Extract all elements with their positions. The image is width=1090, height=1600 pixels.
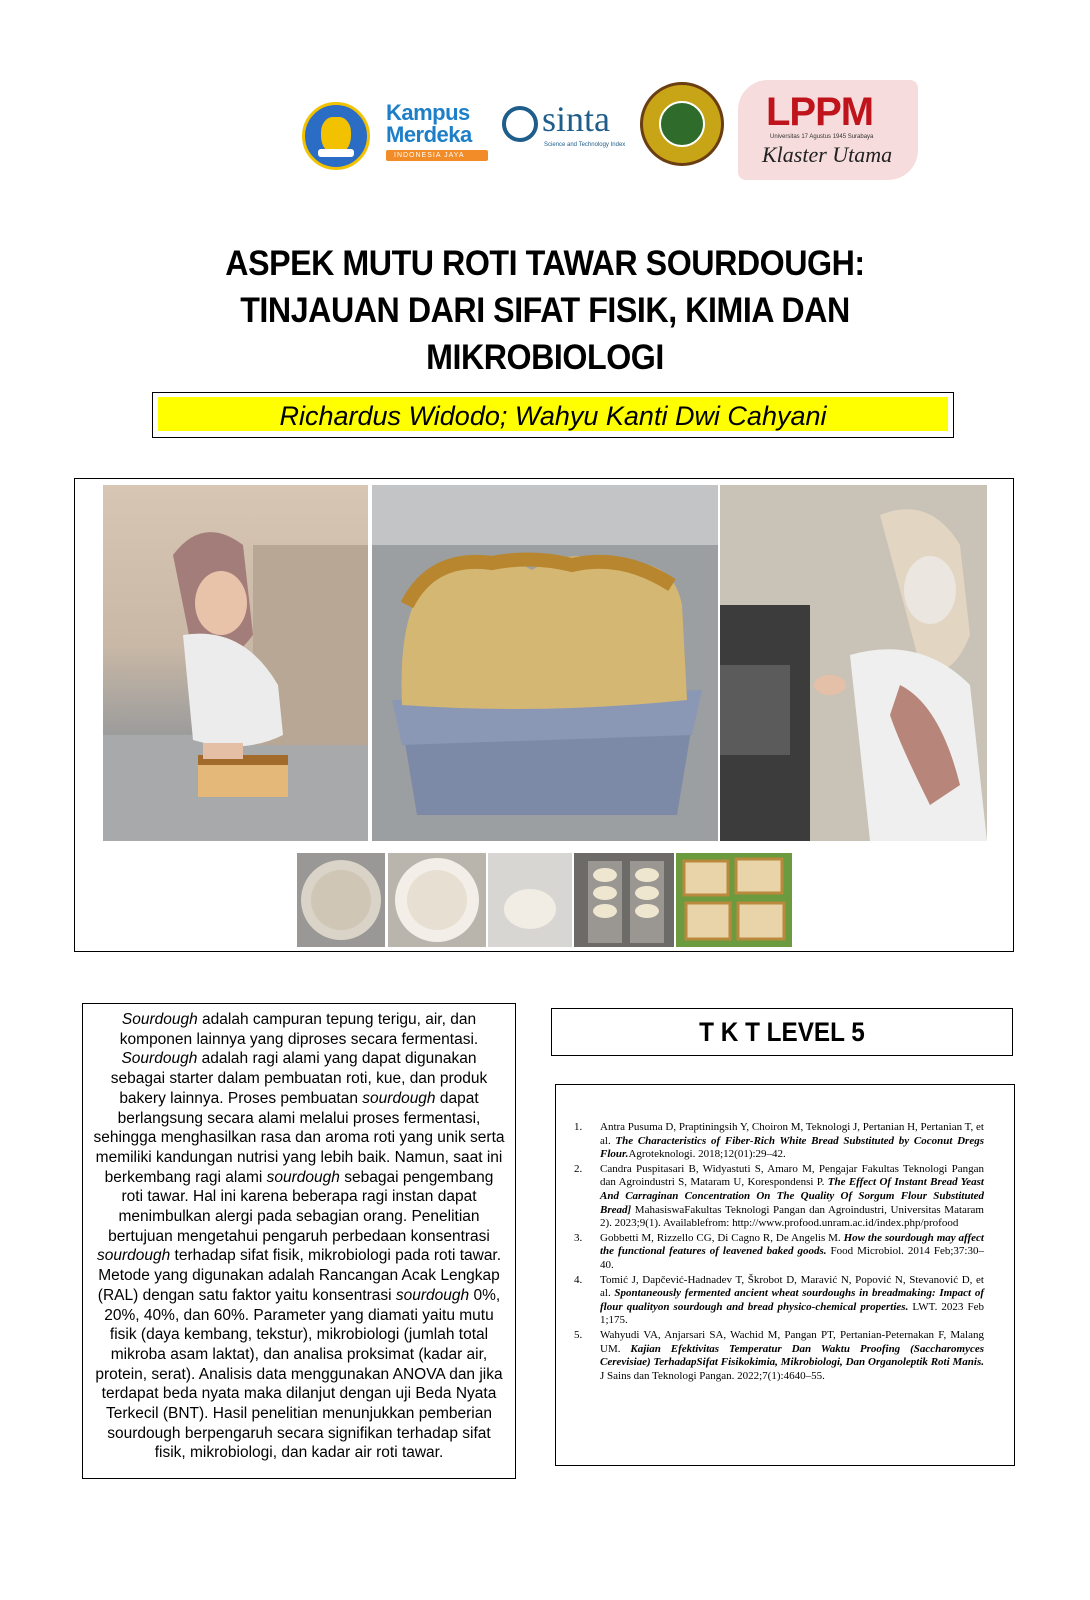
- lppm-university: Universitas 17 Agustus 1945 Surabaya: [770, 134, 874, 140]
- tut-book-icon: [318, 149, 354, 157]
- reference-authors: Gobbetti M, Rizzello CG, Di Cagno R, De Angelis M.: [600, 1231, 844, 1244]
- page-title: [172, 240, 917, 381]
- reference-authors: Candra Puspitasari B, Widyastuti S, Amaro M, Pengajar Fakultas Teknologi Pangan dan Agroindustri S, Mataram U, Korespondensi P.: [600, 1162, 984, 1189]
- kampus-merdeka-line2: Merdeka: [386, 122, 472, 147]
- reference-number: 1.: [574, 1121, 583, 1133]
- abstract-term: Sourdough: [121, 1050, 198, 1068]
- tkt-box: [551, 1008, 1013, 1056]
- reference-item: [574, 1163, 984, 1231]
- reference-title: Kajian Efektivitas Temperatur Dan Waktu Proofing (Saccharomyces Cerevisiae) TerhadapSifat Fisikokimia, Mikrobiologi, Dan Organoleptik Roti Manis.: [600, 1342, 984, 1369]
- abstract-segment: sebagai pengembang roti tawar. Hal ini karena beberapa ragi instan dapat menimbulkan alergi pada sebagian orang. Penelitian bertujuan mengetahui pengaruh perbedaan konsentrasi: [108, 1168, 494, 1245]
- sinta-wordmark: sinta: [542, 99, 610, 139]
- abstract-term: Sourdough: [121, 1011, 198, 1028]
- authors: Richardus Widodo; Wahyu Kanti Dwi Cahyani: [279, 401, 827, 431]
- reference-title: Spontaneously fermented ancient wheat sourdoughs in breadmaking: Impact of flour qualityon sourdough and bread physico-chemical properties.: [600, 1287, 984, 1313]
- reference-authors: Antra Pusuma D, Praptiningsih Y, Choiron M, Teknologi J, Pertanian H, Pertanian T, et al.: [600, 1121, 984, 1147]
- title-line-1: ASPEK MUTU ROTI TAWAR SOURDOUGH:: [225, 244, 865, 283]
- abstract-segment: adalah ragi alami yang dapat digunakan sebagai starter dalam pembuatan roti, kue, dan produk bakery lainnya. Proses pembuatan: [110, 1050, 488, 1107]
- logo-bar: [300, 80, 920, 180]
- kampus-merdeka-logo: [386, 100, 496, 170]
- reference-number: 5.: [574, 1328, 583, 1341]
- photo-bread-slices: [676, 853, 792, 947]
- sinta-tagline: Science and Technology Index: [544, 142, 626, 148]
- lppm-wordmark: LPPM: [766, 90, 874, 134]
- kampus-merdeka-line1: Kampus: [386, 100, 470, 125]
- abstract-term: sourdough: [395, 1286, 470, 1304]
- author-box: [152, 392, 954, 438]
- photo-slicing-bread: [103, 485, 368, 841]
- reference-source: J Sains dan Teknologi Pangan. 2022;7(1):4640–55.: [600, 1369, 825, 1382]
- abstract-segment: dapat berlangsung secara alami melalui proses fermentasi, sehingga menghasilkan rasa dan aroma roti yang unik serta memiliki kandungan nutrisi yang lebih baik. Namun, saat ini berkembang ragi alami: [93, 1089, 505, 1186]
- title-line-2: TINJAUAN DARI SIFAT FISIK, KIMIA DAN: [240, 291, 850, 330]
- photo-starter-bowl: [388, 853, 486, 947]
- photo-starter-bubbles: [297, 853, 385, 947]
- title-line-3: MIKROBIOLOGI: [426, 338, 664, 377]
- abstract-segment: terhadap sifat fisik, mikrobiologi pada roti tawar. Metode yang digunakan adalah Rancangan Acak Lengkap (RAL) dengan satu faktor yaitu konsentrasi: [97, 1247, 502, 1304]
- tut-wuri-handayani-logo: [302, 102, 370, 170]
- kampus-merdeka-tagline: INDONESIA JAYA: [394, 152, 465, 159]
- photo-bread-loaf: [372, 485, 718, 841]
- reference-item: [574, 1274, 984, 1328]
- reference-number: 3.: [574, 1231, 583, 1244]
- reference-item: [574, 1329, 984, 1383]
- references-box: [555, 1084, 1015, 1466]
- untag-tree-icon: [659, 101, 705, 147]
- reference-item: [574, 1232, 984, 1273]
- reference-number: 2.: [574, 1162, 583, 1175]
- photo-dough-proofing: [574, 853, 674, 947]
- reference-authors: Tomić J, Dapčević-Hadnadev T, Škrobot D, Maravić N, Popović N, Stevanović D, et al.: [600, 1273, 984, 1300]
- reference-item: [574, 1121, 984, 1162]
- tkt-level: T K T LEVEL 5: [699, 1017, 865, 1047]
- lppm-logo: [738, 80, 918, 180]
- reference-number: 4.: [574, 1273, 583, 1286]
- reference-source: Food Microbiol. 2014 Feb;37:30–40.: [600, 1245, 984, 1271]
- abstract-term: sourdough: [96, 1247, 171, 1265]
- abstract-segment: 0%, 20%, 40%, dan 60%. Parameter yang diamati yaitu mutu fisik (daya kembang, tekstur), mikrobiologi (jumlah total mikroba asam laktat), dan analisa proksimat (kadar air, protein, serat). Analisis data menggunakan ANOVA dan jika terdapat beda nyata maka dilanjut dengan uji Beda Nyata Terkecil (BNT). Hasil penelitian menunjukkan pemberian sourdough berpengaruh secara signifikan terhadap sifat fisik, mikrobiologi, dan kadar air roti tawar.: [95, 1286, 503, 1462]
- photo-lab-testing: [720, 485, 987, 841]
- abstract-text: [93, 1010, 505, 1463]
- reference-source: MahasiswaFakultas Teknologi Pangan dan Agroindustri, Universitas Mataram 2). 2023;9(1). Availablefrom: http://www.profood.unram.ac.id/index.php/profood: [600, 1203, 984, 1230]
- reference-title: The Characteristics of Fiber-Rich White Bread Substituted by Coconut Dregs Flour.: [600, 1134, 984, 1161]
- sinta-logo: [500, 100, 630, 160]
- photo-panel: [74, 478, 1014, 952]
- untag-surabaya-seal: [640, 82, 724, 166]
- abstract-term: sourdough: [266, 1168, 340, 1186]
- reference-title: The Effect Of Instant Bread Yeast And Carraginan Concentration On The Quality Of Sorgum Flour Substituted Bread]: [600, 1176, 984, 1216]
- reference-source: Agroteknologi. 2018;12(01):29–42.: [628, 1148, 786, 1161]
- reference-source: LWT. 2023 Feb 1;175.: [600, 1300, 984, 1327]
- sinta-mark-icon: [502, 106, 538, 142]
- abstract-term: sourdough: [362, 1089, 436, 1107]
- abstract-box: [82, 1003, 516, 1479]
- lppm-cluster: Klaster Utama: [762, 142, 893, 167]
- reference-list: [574, 1121, 984, 1384]
- abstract-segment: adalah campuran tepung terigu, air, dan komponen lainnya yang diproses secara fermentasi.: [119, 1011, 479, 1048]
- reference-title: How the sourdough may affect the functional features of leavened baked goods.: [600, 1231, 984, 1258]
- reference-authors: Wahyudi VA, Anjarsari SA, Wachid M, Pangan PT, Pertanian-Peternakan F, Malang UM.: [600, 1328, 984, 1355]
- photo-dough-ball: [488, 853, 572, 947]
